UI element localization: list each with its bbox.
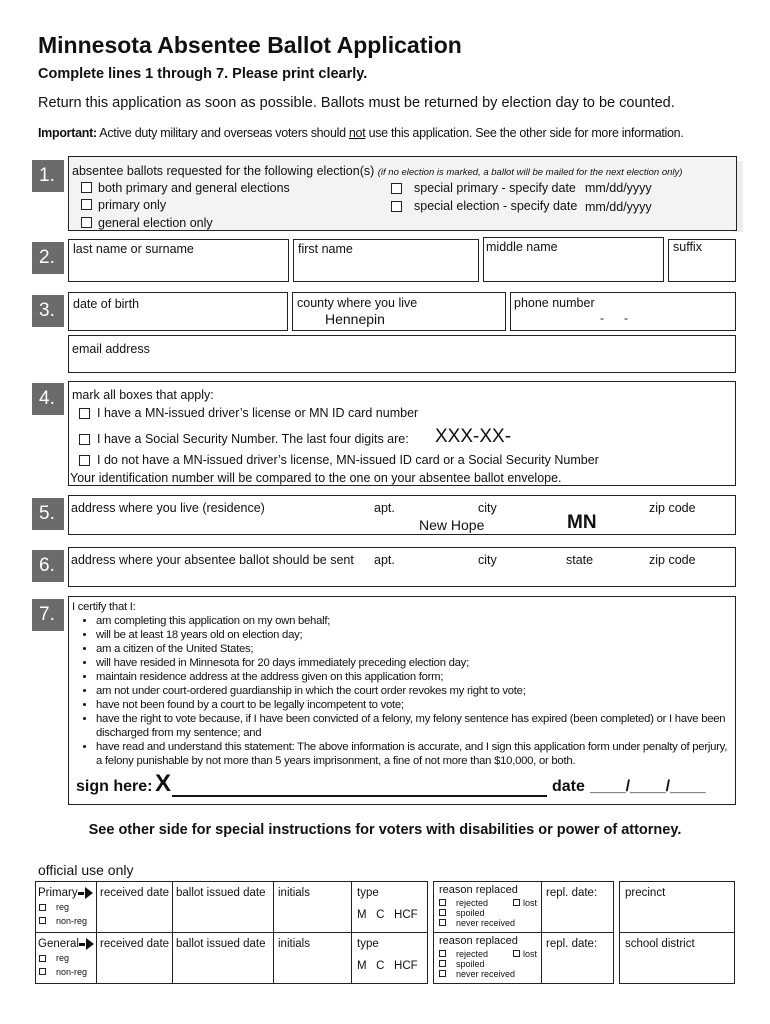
county-value: Hennepin — [325, 311, 385, 327]
school-district-label: school district — [625, 938, 695, 950]
special-election-checkbox[interactable] — [391, 201, 402, 212]
official-use-title: official use only — [38, 862, 134, 878]
divider — [273, 881, 274, 932]
reg-checkbox[interactable] — [39, 904, 46, 911]
section-4-number: 4. — [32, 383, 64, 415]
election-name — [38, 938, 94, 950]
nonreg-checkbox[interactable] — [39, 917, 46, 924]
repl-date-label: repl. date: — [546, 887, 598, 899]
certification-item: • have the right to vote because, if I have been convicted of a felony, my felony sentence has expired (been completed) or I have been discharged from my sentence; and — [96, 712, 732, 740]
rejected-checkbox[interactable] — [439, 950, 446, 957]
general-only-checkbox[interactable] — [81, 217, 92, 228]
special-election-date-format: mm/dd/yyyy — [585, 200, 652, 214]
divider — [172, 881, 173, 932]
reg-label: reg — [56, 953, 70, 963]
mailing-apt-label: apt. — [374, 553, 395, 567]
section-6-number: 6. — [32, 550, 64, 582]
elections-note: (if no election is marked, a ballot will be mailed for the next election only) — [377, 167, 683, 178]
divider — [541, 932, 542, 983]
residence-city-value: New Hope — [419, 517, 485, 533]
arrow-head-icon — [86, 938, 94, 950]
nonreg-checkbox[interactable] — [39, 968, 46, 975]
both-elections-label: both primary and general elections — [98, 181, 290, 195]
special-primary-checkbox[interactable] — [391, 183, 402, 194]
section-2-number: 2. — [32, 242, 64, 274]
ballot-issued-label: ballot issued date — [176, 938, 266, 950]
nonreg-label: non-reg — [56, 967, 88, 977]
spoiled-label: spoiled — [456, 959, 485, 969]
repl-date-label: repl. date: — [546, 938, 598, 950]
mailing-state-label: state — [566, 553, 594, 567]
mailing-address-label: address where your absentee ballot should be sent — [71, 553, 354, 567]
date-of-birth-label: date of birth — [73, 297, 140, 311]
phone-value: - - — [600, 311, 628, 325]
ssn-label: I have a Social Security Number. The last four digits are: — [97, 432, 409, 446]
reg-checkbox[interactable] — [39, 955, 46, 962]
section-7-number: 7. — [32, 599, 64, 631]
election-name-text: Primary — [38, 887, 78, 900]
footer-note: See other side for special instructions for voters with disabilities or power of attorney. — [88, 822, 682, 838]
received-date-label: received date — [100, 938, 170, 950]
certification-item: • have not been found by a court to be legally incompetent to vote; — [96, 698, 732, 712]
arrow-icon — [79, 943, 85, 946]
never-received-checkbox[interactable] — [439, 970, 446, 977]
lost-label: lost — [523, 898, 538, 908]
certification-item: • am not under court-ordered guardianship in which the court order revokes my right to vote; — [96, 684, 732, 698]
certification-item: • will be at least 18 years old on election day; — [96, 628, 732, 642]
residence-apt-label: apt. — [374, 501, 395, 515]
election-name-text: General — [38, 938, 79, 951]
reason-replaced-label: reason replaced — [439, 935, 518, 947]
spoiled-checkbox[interactable] — [439, 909, 446, 916]
id-compare-note: Your identification number will be compared to the one on your absentee ballot envelope. — [70, 471, 562, 485]
middle-name-label: middle name — [486, 240, 558, 254]
county-label: county where you live — [297, 296, 418, 310]
certification-text — [72, 600, 732, 768]
certification-item: • am a citizen of the United States; — [96, 642, 732, 656]
type-label: type — [357, 938, 379, 950]
divider — [96, 932, 97, 983]
important-note — [38, 126, 683, 140]
rejected-label: rejected — [456, 898, 489, 908]
never-received-label: never received — [456, 969, 516, 979]
email-label: email address — [72, 342, 150, 356]
special-primary-label: special primary - specify date — [414, 181, 576, 195]
reason-replaced-label: reason replaced — [439, 884, 518, 896]
never-received-label: never received — [456, 918, 516, 928]
first-name-label: first name — [298, 242, 353, 256]
residence-zip-label: zip code — [649, 501, 696, 515]
received-date-label: received date — [100, 887, 170, 899]
residence-city-label: city — [478, 501, 497, 515]
divider — [273, 932, 274, 983]
return-note: Return this application as soon as possible. Ballots must be returned by election day to be counted. — [38, 95, 675, 111]
section-1-number: 1. — [32, 160, 64, 192]
ssn-value: XXX-XX- — [435, 426, 512, 447]
arrow-icon — [78, 892, 84, 895]
type-label: type — [357, 887, 379, 899]
rejected-checkbox[interactable] — [439, 899, 446, 906]
certification-item: • have read and understand this statement: The above information is accurate, and I sign this application form under penalty of perjury, a felony punishable by not more than 5 years imprisonment, a fine of not more than $10,000, or both. — [96, 740, 732, 768]
initials-label: initials — [278, 938, 310, 950]
divider — [541, 881, 542, 932]
signature-line[interactable] — [172, 795, 547, 797]
lost-checkbox[interactable] — [513, 899, 520, 906]
initials-label: initials — [278, 887, 310, 899]
lost-label: lost — [523, 949, 538, 959]
drivers-license-checkbox[interactable] — [79, 408, 90, 419]
reg-label: reg — [56, 902, 70, 912]
last-name-label: last name or surname — [73, 242, 194, 256]
date-label: date — [552, 778, 585, 795]
mailing-city-label: city — [478, 553, 497, 567]
primary-only-checkbox[interactable] — [81, 199, 92, 210]
spoiled-label: spoiled — [456, 908, 485, 918]
special-election-label: special election - specify date — [414, 199, 578, 213]
ssn-checkbox[interactable] — [79, 434, 90, 445]
election-name — [38, 887, 93, 899]
certification-item: • maintain residence address at the address given on this application form; — [96, 670, 732, 684]
suffix-label: suffix — [673, 240, 702, 254]
section-5-number: 5. — [32, 498, 64, 530]
mailing-zip-label: zip code — [649, 553, 696, 567]
important-text-post: use this application. See the other side for more information. — [365, 126, 684, 140]
page-subtitle: Complete lines 1 through 7. Please print clearly. — [38, 66, 368, 82]
precinct-label: precinct — [625, 887, 666, 899]
type-options: M C HCF — [357, 960, 418, 972]
type-options: M C HCF — [357, 909, 418, 921]
divider — [172, 932, 173, 983]
arrow-head-icon — [85, 887, 93, 899]
divider — [96, 881, 97, 932]
sign-label: sign here: — [76, 778, 153, 795]
elections-label: absentee ballots requested for the following election(s) — [72, 164, 375, 178]
email-field[interactable] — [68, 335, 736, 373]
no-id-checkbox[interactable] — [79, 455, 90, 466]
section-1-label — [72, 164, 682, 178]
important-not: not — [348, 126, 366, 140]
page-title: Minnesota Absentee Ballot Application — [38, 32, 462, 58]
date-blank[interactable]: ____/____/____ — [590, 778, 706, 795]
residence-address-label: address where you live (residence) — [71, 501, 265, 515]
divider — [351, 881, 352, 932]
drivers-license-label: I have a MN-issued driver’s license or MN ID card number — [97, 406, 419, 420]
sign-x: X — [155, 770, 172, 797]
certification-item: • am completing this application on my own behalf; — [96, 614, 732, 628]
primary-only-label: primary only — [98, 198, 167, 212]
residence-state-value: MN — [567, 512, 597, 533]
certification-item: • will have resided in Minnesota for 20 days immediately preceding election day; — [96, 656, 732, 670]
id-label: mark all boxes that apply: — [72, 388, 214, 402]
certification-intro: I certify that I: — [72, 601, 136, 613]
section-3-number: 3. — [32, 295, 64, 327]
lost-checkbox[interactable] — [513, 950, 520, 957]
nonreg-label: non-reg — [56, 916, 88, 926]
important-text-pre: Active duty military and overseas voters should — [96, 126, 349, 140]
certification-list — [72, 614, 732, 768]
rejected-label: rejected — [456, 949, 489, 959]
phone-label: phone number — [514, 296, 595, 310]
divider — [351, 932, 352, 983]
spoiled-checkbox[interactable] — [439, 960, 446, 967]
both-elections-checkbox[interactable] — [81, 182, 92, 193]
general-only-label: general election only — [98, 216, 213, 230]
important-label: Important: — [38, 126, 97, 140]
special-primary-date-format: mm/dd/yyyy — [585, 181, 652, 195]
no-id-label: I do not have a MN-issued driver’s license, MN-issued ID card or a Social Security Number — [97, 453, 599, 467]
ballot-issued-label: ballot issued date — [176, 887, 266, 899]
never-received-checkbox[interactable] — [439, 919, 446, 926]
